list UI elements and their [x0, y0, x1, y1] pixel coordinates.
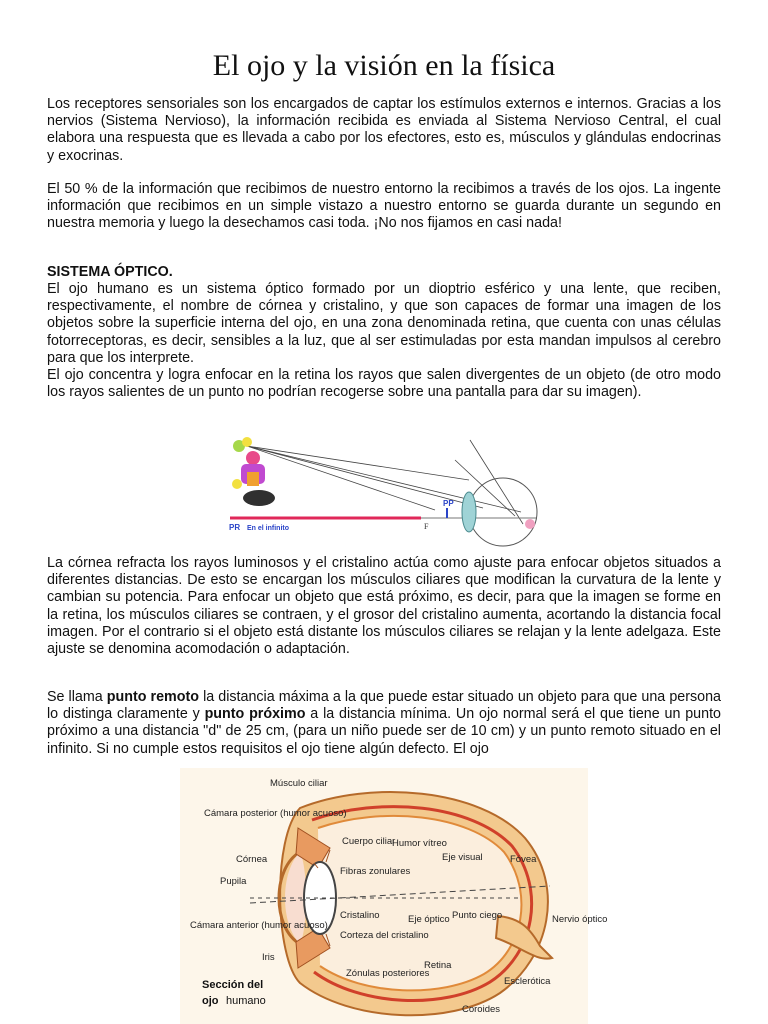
optic-paragraph-2: El ojo concentra y logra enfocar en la retina los rayos que salen divergentes de un objeto (de otro modo los rayos salientes de un punto no podrían recogerse sobre una pantalla para dar su imagen). — [47, 367, 721, 401]
label-infinity: En el infinito — [247, 525, 289, 532]
eye-section-figure — [180, 768, 608, 1024]
label-corteza-cristalino: Corteza del cristalino — [340, 930, 429, 941]
label-humor-vitreo: Humor vítreo — [392, 838, 447, 849]
label-cornea: Córnea — [236, 854, 268, 865]
info-paragraph: El 50 % de la información que recibimos de nuestro entorno la recibimos a través de los ojos. La ingente información que recibimos en un simple vistazo a nuestro entorno se guarda durante un segundo en nuestra memoria y luego la desechamos casi toda. ¡No nos fijamos en casi nada! — [47, 181, 721, 232]
remote-text-post: a la distancia mínima. Un ojo normal será el que tiene un punto próximo a una distancia "d" de 25 cm, (para un niño puede ser de 10 cm) y un punto remoto situado en el infinito. Si no cumple estos requisitos el ojo tiene algún defecto. El ojo — [47, 706, 722, 757]
label-punto-ciego: Punto ciego — [452, 910, 503, 921]
label-cristalino: Cristalino — [340, 910, 380, 921]
label-iris: Iris — [262, 952, 275, 963]
ray-diagram-figure — [225, 432, 545, 540]
label-cuerpo-ciliar: Cuerpo ciliar — [342, 836, 396, 847]
near-point-term: punto próximo — [204, 706, 306, 723]
clown-hand-icon — [232, 479, 242, 489]
cornea-paragraph: La córnea refracta los rayos luminosos y el cristalino actúa como ajuste para enfocar objetos situados a diferentes distancias. De esto se encargan los músculos ciliares que modifican la curvatura de la lente y cambian su potencia. Para enfocar un objeto que está próximo, es decir, para que la imagen se forme en la retina, los músculos ciliares se contraen, y el grosor del cristalino aumenta, acortando la distancia focal imagen. Por el contrario si el objeto está distante los músculos ciliares se relajan y la lente adelgaza. Este ajuste se denomina acomodación o adaptación. — [47, 555, 721, 658]
caption-ojo: ojo — [202, 995, 219, 1007]
clown-body-icon — [247, 472, 259, 486]
label-coroides: Coroides — [462, 1004, 501, 1015]
label-nervio-optico: Nervio óptico — [552, 914, 608, 925]
label-zonulas-posteriores: Zónulas posteriores — [346, 968, 430, 979]
label-pr: PR — [229, 523, 241, 532]
label-camara-posterior: Cámara posterior (humor acuoso) — [204, 808, 347, 819]
label-retina: Retina — [424, 960, 452, 971]
ray-line — [470, 440, 523, 524]
remote-point-term: punto remoto — [106, 689, 199, 705]
clown-head-icon — [246, 451, 260, 465]
eyeball-outline — [469, 478, 537, 546]
intro-paragraph: Los receptores sensoriales son los encargados de captar los estímulos externos e internos. Gracias a los nervios (Sistema Nervioso), la información recibida es enviada al Sistema Nervioso Central, el cual elabora una respuesta que es llevada a cabo por los efectores, esto es, músculos y glándulas endocrinas y exocrinas. — [47, 96, 721, 164]
label-esclerotica: Esclerótica — [504, 976, 551, 987]
label-fibras-zonulares: Fibras zonulares — [340, 866, 411, 877]
label-eje-optico: Eje óptico — [408, 914, 450, 925]
caption-line-1: Sección del — [202, 979, 264, 991]
page-title: El ojo y la visión en la física — [212, 49, 556, 82]
label-eje-visual: Eje visual — [442, 852, 483, 863]
caption-humano: humano — [226, 995, 266, 1007]
label-pp: PP — [443, 499, 454, 508]
remote-text-pre: Se llama — [47, 689, 107, 705]
eye-lens — [462, 492, 476, 532]
label-f: F — [424, 522, 429, 531]
optic-paragraph-1: El ojo humano es un sistema óptico formado por un dioptrio esférico y una lente, que reciben, respectivamente, el nombre de córnea y cristalino, y que son capaces de formar una imagen de los objetos sobre la superficie interna del ojo, en una zona denominada retina, que cuenta con unas células fotorreceptoras, es decir, sensibles a la luz, que al ser estimuladas por esta mandan impulsos al cerebro para que los interprete. — [47, 281, 721, 366]
balloon-icon — [242, 437, 252, 447]
label-fovea: Fóvea — [510, 854, 537, 865]
clown-shoes-icon — [243, 490, 275, 506]
label-pupila: Pupila — [220, 876, 247, 887]
label-musculo-ciliar: Músculo ciliar — [270, 778, 328, 789]
ray-line — [247, 446, 435, 510]
label-camara-anterior: Cámara anterior (humor acuoso) — [190, 920, 328, 931]
optic-heading: SISTEMA ÓPTICO. — [47, 264, 173, 280]
retina-image-dot — [525, 519, 535, 529]
remote-point-paragraph — [47, 689, 721, 758]
remote-text-mid: la distancia máxima a la que puede estar situado un objeto para que una persona lo distinga claramente y — [47, 689, 721, 723]
